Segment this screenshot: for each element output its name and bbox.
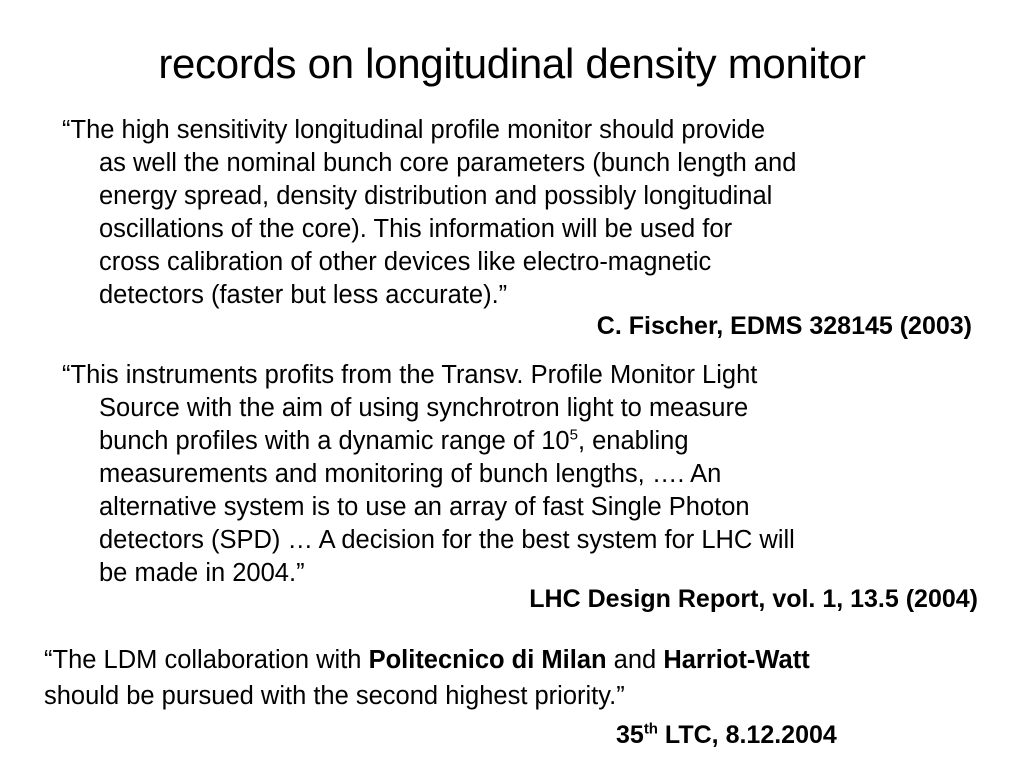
quote-line (44, 642, 810, 678)
exponent: 5 (569, 426, 578, 444)
quote-text: bunch profiles with a dynamic range of 10 (99, 427, 570, 455)
quote-line: cross calibration of other devices like electro-magnetic (99, 248, 712, 276)
quote-line: measurements and monitoring of bunch lengths, …. An (99, 460, 722, 488)
citation-text: LTC, 8.12.2004 (657, 721, 837, 749)
slide-title: records on longitudinal density monitor (158, 40, 866, 87)
quote-line (62, 425, 795, 458)
quote-text: and (606, 646, 664, 674)
quote-text: , enabling (577, 427, 689, 455)
quote-line: detectors (SPD) … A decision for the best system for LHC will (99, 526, 795, 554)
quote-line: “The high sensitivity longitudinal profile monitor should provide (62, 116, 766, 144)
quote-line: be made in 2004.” (99, 559, 305, 587)
quote-line: detectors (faster but less accurate).” (99, 281, 508, 309)
quote-line: should be pursued with the second highest priority.” (44, 682, 625, 710)
quote-line: Source with the aim of using synchrotron light to measure (99, 394, 749, 422)
quote-line: energy spread, density distribution and possibly longitudinal (99, 182, 773, 210)
quote-fischer (62, 114, 796, 312)
quote-line: alternative system is to use an array of fast Single Photon (99, 493, 750, 521)
quote-line: “This instruments profits from the Transv. Profile Monitor Light (62, 361, 758, 389)
citation-lhc-design-report: LHC Design Report, vol. 1, 13.5 (2004) (529, 585, 978, 613)
citation-ltc (616, 720, 837, 750)
quote-ltc (44, 642, 810, 714)
citation-fischer: C. Fischer, EDMS 328145 (2003) (596, 312, 972, 340)
quote-line: oscillations of the core). This information will be used for (99, 215, 733, 243)
citation-number: 35 (616, 721, 644, 749)
quote-line: as well the nominal bunch core parameters (bunch length and (99, 149, 797, 177)
org-politecnico: Politecnico di Milan (368, 646, 607, 674)
org-harriot-watt: Harriot-Watt (663, 646, 810, 674)
quote-lhc-design-report (62, 359, 795, 590)
quote-text: “The LDM collaboration with (44, 646, 369, 674)
ordinal-suffix: th (643, 720, 658, 738)
